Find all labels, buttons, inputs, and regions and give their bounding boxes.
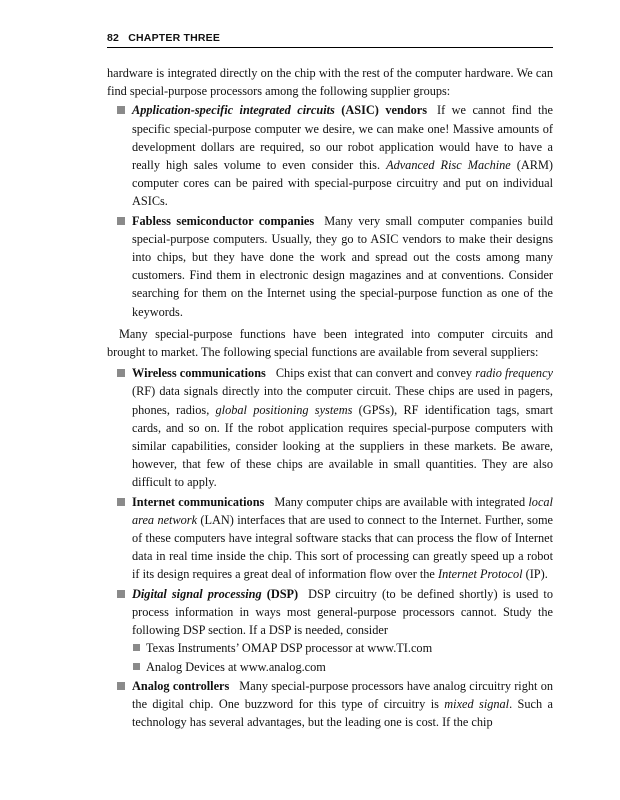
item-text: (RF) data signals directly into the computer circuit. These chips are used in pagers, phones, radios, (132, 384, 553, 417)
item-emphasis: mixed signal (444, 696, 510, 711)
list-item-internet (107, 493, 553, 584)
sub-item-text: Texas Instruments’ OMAP DSP processor at www.TI.com (146, 641, 433, 656)
item-text: (ARM) computer cores can be paired with special-purpose circuitry and put on individual ASICs. (132, 158, 554, 209)
list-item-fabless-companies (107, 212, 553, 321)
square-bullet-icon (117, 106, 125, 114)
supplier-groups-list (107, 101, 553, 320)
square-bullet-icon (133, 663, 140, 670)
item-text: (LAN) interfaces that are used to connect to the Internet. Further, some of these computers have integral software stacks that can process the flow of Internet data in real time inside the chip. This sort of processing can greatly speed up a robot if its design requires a great deal of information flow over the (132, 512, 553, 582)
list-item-asic-vendors (107, 101, 553, 210)
list-item-dsp (107, 585, 553, 676)
page-number: 82 (107, 32, 120, 44)
item-text: . Such a technology has several advantages, but the leading one is cost. If the chip (132, 696, 553, 730)
item-emphasis: radio frequency (475, 366, 553, 381)
square-bullet-icon (117, 369, 125, 377)
functions-paragraph: Many special-purpose functions have been integrated into computer circuits and brought to market. The following special functions are available from several suppliers: (107, 326, 553, 360)
term-bold: Analog controllers (132, 678, 230, 693)
item-text: Many computer chips are available with integrated (274, 494, 529, 509)
special-functions-list (107, 364, 553, 731)
list-item-analog-controllers (107, 677, 553, 732)
sub-item-text: Analog Devices at www.analog.com (146, 659, 326, 674)
item-emphasis: global positioning systems (215, 402, 353, 417)
item-text: Chips exist that can convert and convey (275, 366, 476, 381)
running-header (107, 32, 553, 48)
intro-paragraph: hardware is integrated directly on the chip with the rest of the computer hardware. We can find special-purpose processors among the following supplier groups: (107, 66, 553, 99)
item-text: If we cannot find the specific special-purpose computer we desire, we can make one! Massive amounts of development dollars are required, so our robot application would have to have a really high sales volume to even consider this. (132, 103, 553, 173)
square-bullet-icon (117, 682, 125, 690)
term-bold: (ASIC) vendors (341, 103, 428, 118)
item-text: (GPSs), RF identification tags, smart cards, and so on. If the robot application requires special-purpose computers with similar capabilities, consider looking at the suppliers in these markets. Be aware, however, that few of these chips are available in small quantities. They are also difficult to apply. (132, 402, 553, 490)
term-bold: Fabless semiconductor companies (132, 213, 315, 228)
item-emphasis: Internet Protocol (437, 567, 523, 582)
item-text: DSP circuitry (to be defined shortly) is used to process information in ways most general-purpose processors cannot. Study the following DSP section. If a DSP is needed, consider (132, 586, 553, 638)
square-bullet-icon (117, 217, 125, 225)
term-bold: Wireless communications (132, 366, 266, 381)
item-text: (IP). (522, 567, 548, 582)
item-emphasis: local area network (132, 494, 553, 527)
sub-list-item (132, 639, 553, 657)
term-italic: Application-specific integrated circuits (132, 103, 335, 118)
sub-list-item (132, 658, 553, 676)
list-item-wireless (107, 364, 553, 491)
term-bold: (DSP) (266, 586, 299, 601)
chapter-title: CHAPTER THREE (128, 32, 221, 44)
term-italic: Digital signal processing (132, 586, 262, 601)
square-bullet-icon (133, 644, 140, 651)
item-emphasis: Advanced Risc Machine (386, 158, 511, 173)
dsp-suppliers-list (132, 639, 553, 675)
item-text: Many very small computer companies build special-purpose computers. Usually, they go to ASIC vendors to make their designs into chips, but they have done the work and spread out the costs among many customers. Find them in electronic design magazines and at conventions. Consider searching for them on the Internet using the special-purpose function as one of the keywords. (132, 213, 553, 319)
body-text (107, 64, 553, 731)
term-bold: Internet communications (132, 494, 265, 509)
square-bullet-icon (117, 498, 125, 506)
item-text: Many special-purpose processors have analog circuitry right on the digital chip. One buzzword for this type of circuitry is (132, 678, 553, 711)
square-bullet-icon (117, 590, 125, 598)
